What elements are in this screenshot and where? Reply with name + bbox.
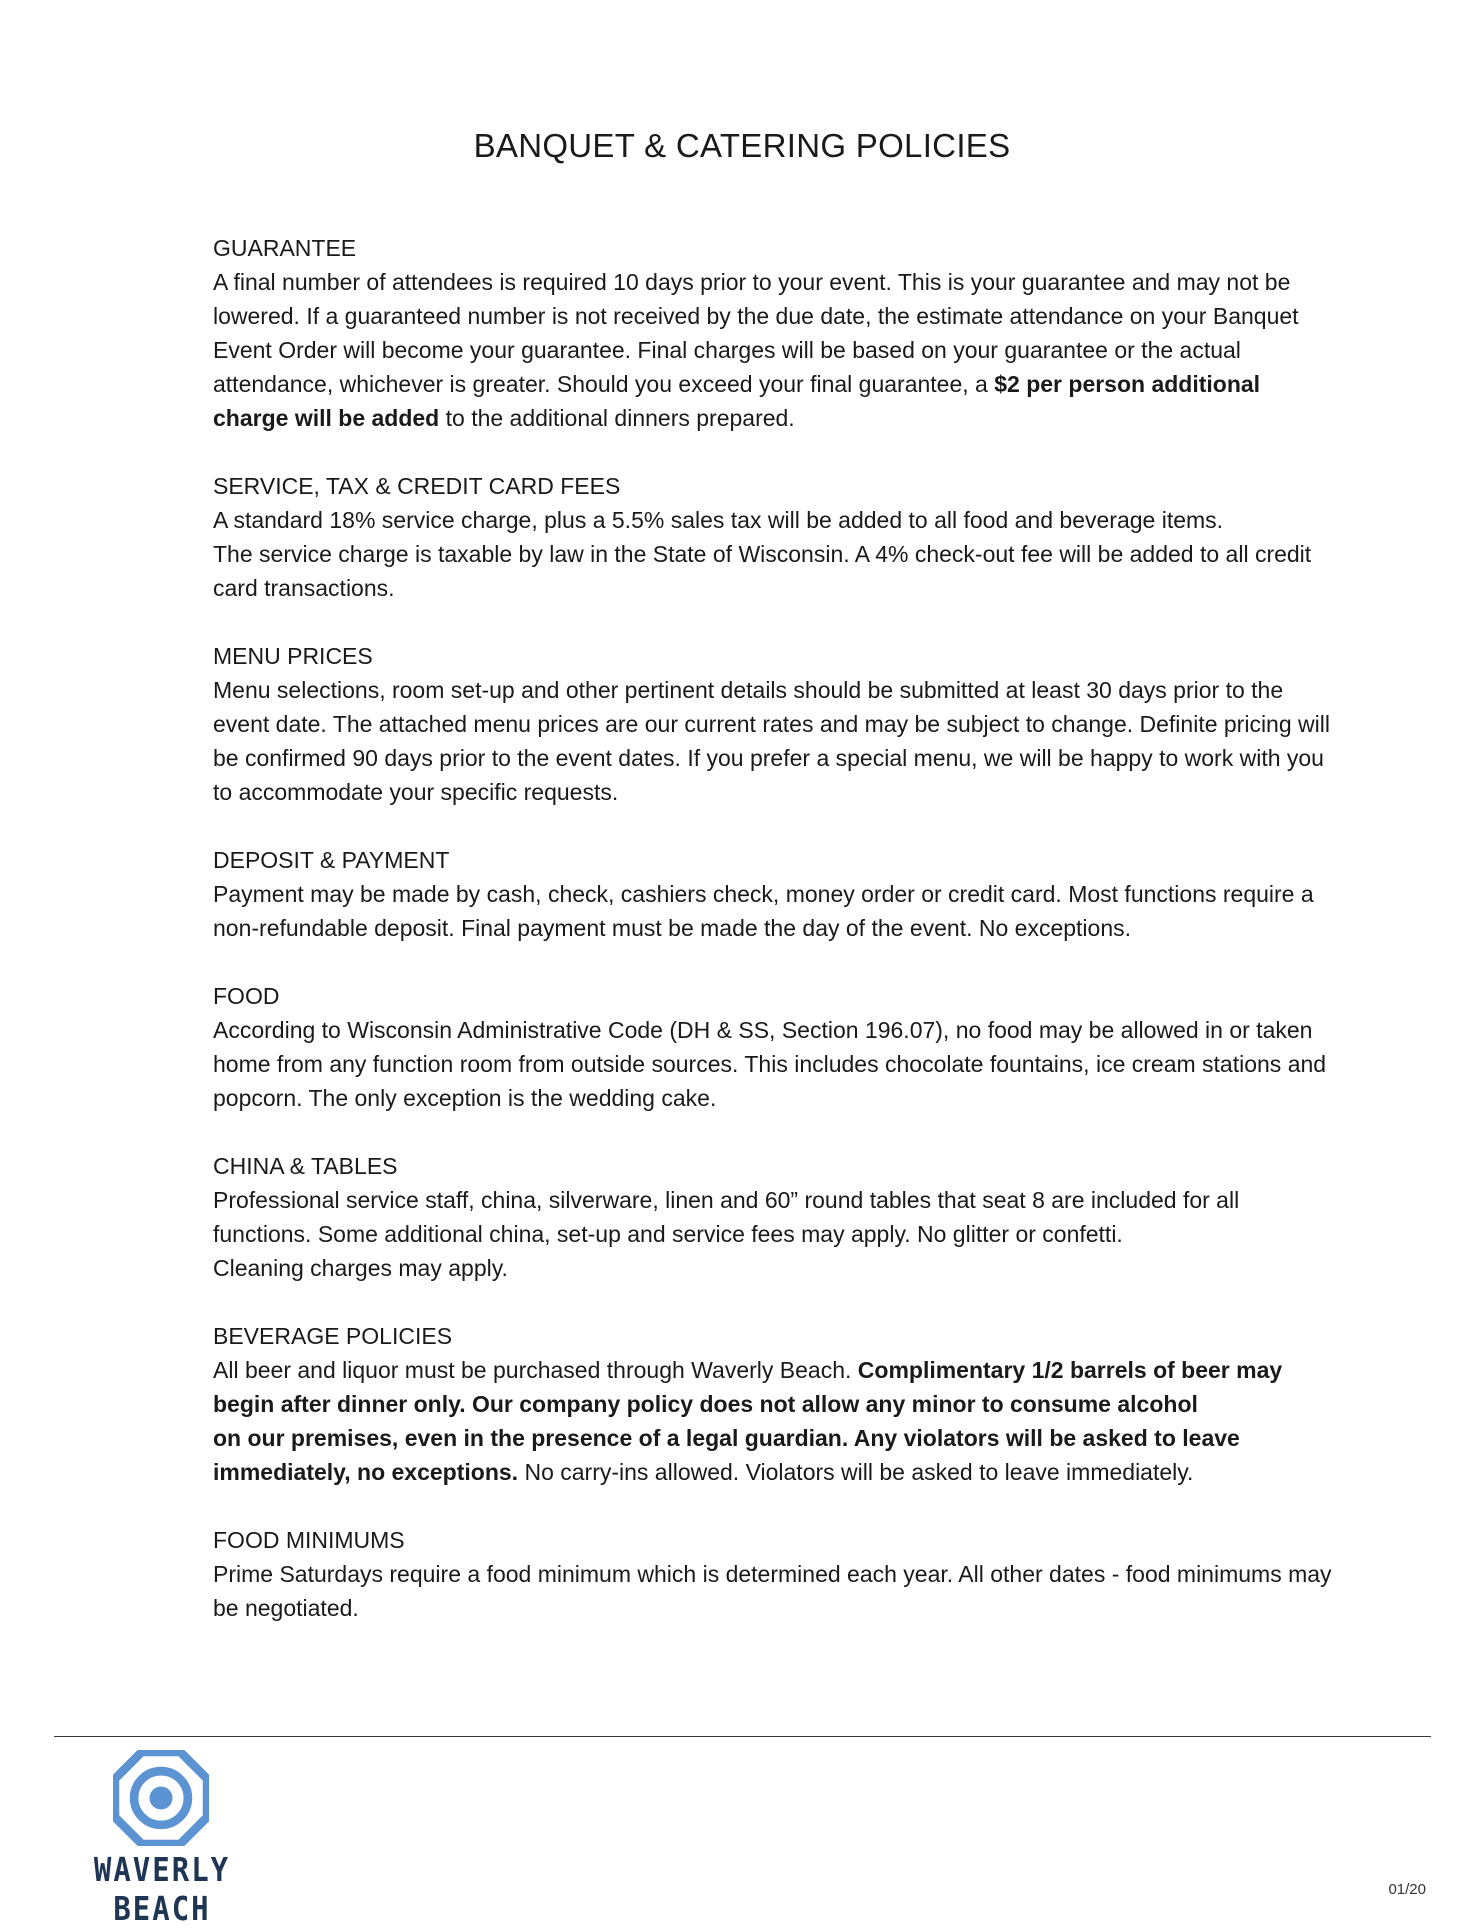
bold-text: Complimentary 1/2 barrels of beer may begin after dinner only. Our company policy does not allow any minor to consume alcohol [213,1357,1283,1417]
policy-section [213,469,1333,605]
policy-section [213,1319,1333,1489]
body-text: The service charge is taxable by law in the State of Wisconsin. A 4% check-out fee will be added to all credit card transactions. [213,541,1312,601]
section-body [213,877,1333,945]
section-heading: MENU PRICES [213,643,373,669]
policy-section [213,639,1333,809]
body-text: No carry-ins allowed. Violators will be asked to leave immediately. [518,1459,1194,1485]
body-text: Cleaning charges may apply. [213,1255,508,1281]
section-body [213,265,1333,435]
body-text: Prime Saturdays require a food minimum which is determined each year. All other dates - food minimums may be negotiated. [213,1561,1332,1621]
section-body [213,1557,1333,1625]
policy-section [213,843,1333,945]
octagon-logo-icon [113,1750,209,1846]
policy-section [213,979,1333,1115]
page-title: BANQUET & CATERING POLICIES [473,127,1011,164]
body-text: All beer and liquor must be purchased through Waverly Beach. [213,1357,858,1383]
section-heading: GUARANTEE [213,235,357,261]
section-heading: SERVICE, TAX & CREDIT CARD FEES [213,473,621,499]
bold-text: $2 per person additional charge will be added [213,371,1261,431]
logo-wordmark: WAVERLY BEACH [93,1850,231,1928]
policy-content [213,231,1333,1659]
section-heading: CHINA & TABLES [213,1153,398,1179]
body-text: A standard 18% service charge, plus a 5.5% sales tax will be added to all food and beverage items. [213,507,1224,533]
body-text: Payment may be made by cash, check, cashiers check, money order or credit card. Most functions require a non-refundable deposit. Final payment must be made the day of the event. No exceptions. [213,881,1314,941]
section-heading: DEPOSIT & PAYMENT [213,847,450,873]
waverly-beach-logo [62,1750,262,1928]
body-text: A final number of attendees is required 10 days prior to your event. This is your guarantee and may not be lowered. If a guaranteed number is not received by the due date, the estimate attendance on your Banquet Event Order will become your guarantee. Final charges will be based on your guarantee or the actual attendance, whichever is greater. Should you exceed your final guarantee, a [213,269,1299,397]
body-text: Menu selections, room set-up and other pertinent details should be submitted at least 30 days prior to the event date. The attached menu prices are our current rates and may be subject to change. Definite pricing will be confirmed 90 days prior to the event dates. If you prefer a special menu, we will be happy to work with you to accommodate your specific requests. [213,677,1330,805]
section-body [213,673,1333,809]
section-body [213,503,1333,605]
section-heading: FOOD MINIMUMS [213,1527,405,1553]
body-text: to the additional dinners prepared. [439,405,795,431]
section-body [213,1353,1333,1489]
body-text: According to Wisconsin Administrative Code (DH & SS, Section 196.07), no food may be allowed in or taken home from any function room from outside sources. This includes chocolate fountains, ice cream stations and popcorn. The only exception is the wedding cake. [213,1017,1327,1111]
policy-section [213,1149,1333,1285]
section-body [213,1183,1333,1285]
section-heading: FOOD [213,983,280,1009]
footer-divider [54,1736,1431,1737]
bold-text: on our premises, even in the presence of a legal guardian. Any violators will be asked to leave immediately, no exceptions. [213,1425,1240,1485]
section-heading: BEVERAGE POLICIES [213,1323,453,1349]
policy-section [213,1523,1333,1625]
section-body [213,1013,1333,1115]
policy-section [213,231,1333,435]
body-text: Professional service staff, china, silverware, linen and 60” round tables that seat 8 are included for all functions. Some additional china, set-up and service fees may apply. No glitter or confetti. [213,1187,1240,1247]
page-number: 01/20 [1388,1881,1426,1898]
